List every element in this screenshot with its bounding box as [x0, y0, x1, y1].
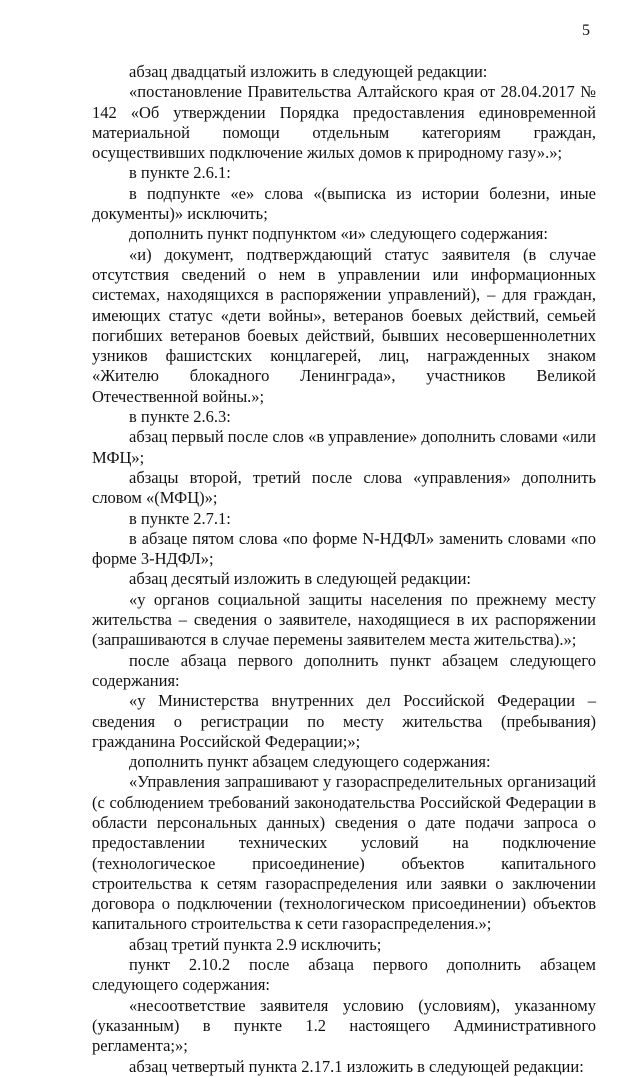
- paragraph: «постановление Правительства Алтайского края от 28.04.2017 № 142 «Об утверждении Порядка предоставления единовременной материальной помощи отдельным категориям граждан, осуществивших подключение жилых домов к природному газу».»;: [92, 82, 596, 163]
- paragraph: дополнить пункт подпунктом «и» следующего содержания:: [129, 224, 548, 244]
- paragraph: «у Министерства внутренних дел Российской Федерации – сведения о регистрации по месту жительства (пребывания) гражданина Российской Федерации;»;: [92, 691, 596, 751]
- paragraph: «и) документ, подтверждающий статус заявителя (в случае отсутствия сведений о нем в управлении или информационных системах, находящихся в распоряжении управлений), – для граждан, имеющих статус «дети войны», ветеранов боевых действий, семьей погибших ветеранов боевых действий, бывших несовершеннолетних узников фашистских концлагерей, лиц, награжденных знаком «Жителю блокадного Ленинграда», участников Великой Отечественной войны.»;: [92, 244, 596, 406]
- paragraph: абзац первый после слов «в управление» дополнить словами «или МФЦ»;: [92, 427, 596, 467]
- paragraph: абзацы второй, третий после слова «управления» дополнить словом «(МФЦ)»;: [92, 467, 596, 508]
- paragraph: дополнить пункт абзацем следующего содержания:: [129, 752, 491, 772]
- paragraph: абзац двадцатый изложить в следующей редакции:: [129, 62, 488, 81]
- document-body: [92, 62, 596, 1077]
- paragraph: в подпункте «е» слова «(выписка из истории болезни, иные документы)» исключить;: [92, 183, 596, 224]
- paragraph: в абзаце пятом слова «по форме N-НДФЛ» заменить словами «по форме 3-НДФЛ»;: [92, 528, 596, 569]
- paragraph: абзац четвертый пункта 2.17.1 изложить в следующей редакции:: [129, 1056, 584, 1076]
- paragraph: после абзаца первого дополнить пункт абзацем следующего содержания:: [92, 650, 596, 690]
- page-number: 5: [582, 22, 590, 39]
- paragraph: «у органов социальной защиты населения по прежнему месту жительства – сведения о заявителе, находящиеся в их распоряжении (запрашиваются в случае перемены заявителем места жительства).»;: [92, 589, 596, 650]
- paragraph: «несоответствие заявителя условию (условиям), указанному (указанным) в пункте 1.2 настоящего Административного регламента;»;: [92, 995, 596, 1056]
- paragraph: в пункте 2.6.3:: [129, 407, 231, 427]
- paragraph: абзац десятый изложить в следующей редакции:: [129, 569, 472, 589]
- paragraph: в пункте 2.6.1:: [129, 163, 231, 183]
- paragraph: абзац третий пункта 2.9 исключить;: [129, 934, 382, 954]
- paragraph: пункт 2.10.2 после абзаца первого дополнить абзацем следующего содержания:: [92, 955, 596, 995]
- paragraph: в пункте 2.7.1:: [129, 508, 231, 528]
- paragraph: «Управления запрашивают у газораспределительных организаций (с соблюдением требований законодательства Российской Федерации в области персональных данных) сведения о дате подачи запроса о предоставлении технических условий на подключение (технологическое присоединение) объектов капитального строительства к сетям газораспределения или заявки о заключении договора о подключении (технологическом присоединении) объектов капитального строительства к сети газораспределения.»;: [92, 772, 596, 934]
